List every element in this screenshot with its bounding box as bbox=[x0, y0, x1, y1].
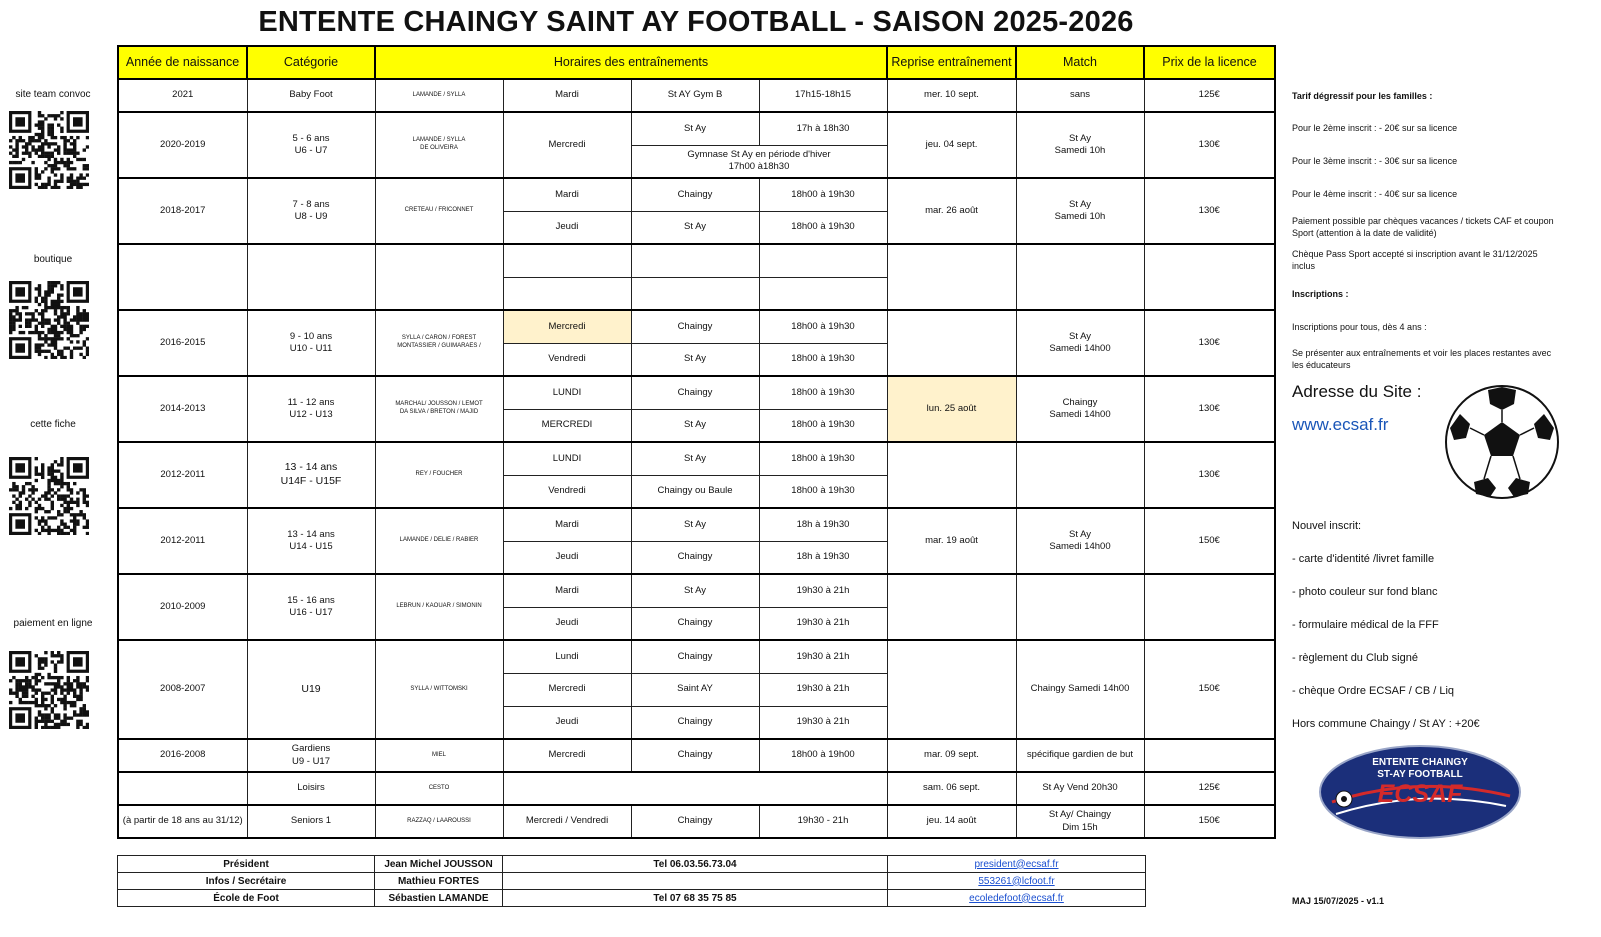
reprise-cell: mer. 10 sept. bbox=[887, 79, 1016, 112]
table-row bbox=[118, 310, 1275, 343]
contacts-table bbox=[117, 855, 1146, 907]
day-cell: Mardi bbox=[503, 79, 631, 112]
contact-name: Sébastien LAMANDE bbox=[375, 890, 503, 907]
price-cell: 150€ bbox=[1144, 805, 1275, 838]
day-cell: Mardi bbox=[503, 574, 631, 607]
year-cell: 2021 bbox=[118, 79, 247, 112]
coach-cell: MIEL bbox=[375, 739, 503, 772]
table-row bbox=[118, 805, 1275, 838]
contact-role: Infos / Secrétaire bbox=[118, 873, 375, 890]
contact-name: Jean Michel JOUSSON bbox=[375, 856, 503, 873]
time-cell: 17h à 18h30 bbox=[759, 112, 887, 145]
table-row bbox=[118, 112, 1275, 145]
category-cell: 9 - 10 ans U10 - U11 bbox=[247, 310, 375, 376]
header-annee: Année de naissance bbox=[118, 46, 247, 79]
category-cell: 13 - 14 ans U14 - U15 bbox=[247, 508, 375, 574]
time-cell: 19h30 - 21h bbox=[759, 805, 887, 838]
qr-label-boutique: boutique bbox=[33, 254, 73, 265]
year-cell: 2010-2009 bbox=[118, 574, 247, 640]
schedule-empty-cell bbox=[503, 772, 887, 805]
year-cell: 2012-2011 bbox=[118, 442, 247, 508]
place-cell: Saint AY bbox=[631, 673, 759, 706]
table-row bbox=[118, 79, 1275, 112]
page-title: ENTENTE CHAINGY SAINT AY FOOTBALL - SAISON 2025-2026 bbox=[258, 6, 1134, 38]
day-cell: LUNDI bbox=[503, 376, 631, 409]
time-cell: 17h15-18h15 bbox=[759, 79, 887, 112]
site-url-link[interactable]: www.ecsaf.fr bbox=[1292, 415, 1389, 434]
qr-label-cette-fiche: cette fiche bbox=[30, 419, 76, 430]
day-cell: Jeudi bbox=[503, 211, 631, 244]
day-cell: Vendredi bbox=[503, 475, 631, 508]
table-row bbox=[118, 739, 1275, 772]
inscriptions-title: Inscriptions : bbox=[1292, 289, 1349, 299]
day-cell: LUNDI bbox=[503, 442, 631, 475]
day-cell: MERCREDI bbox=[503, 409, 631, 442]
coach-cell: SYLLA / CARON / FOREST MONTASSIER / GUIMARAES / bbox=[375, 310, 503, 376]
schedule-table bbox=[117, 45, 1276, 839]
place-cell: St Ay bbox=[631, 508, 759, 541]
hors-commune-info: Hors commune Chaingy / St AY : +20€ bbox=[1292, 718, 1480, 730]
contact-email-link[interactable]: 553261@lcfoot.fr bbox=[978, 875, 1055, 887]
winter-schedule-cell: Gymnase St Ay en période d'hiver 17h00 à18h30 bbox=[631, 145, 887, 178]
table-row bbox=[118, 772, 1275, 805]
time-cell: 18h à 19h30 bbox=[759, 508, 887, 541]
place-cell: Chaingy bbox=[631, 178, 759, 211]
time-cell: 18h00 à 19h30 bbox=[759, 178, 887, 211]
coach-cell: SYLLA / WITTOMSKI bbox=[375, 640, 503, 739]
contact-phone: Tel 06.03.56.73.04 bbox=[503, 856, 888, 873]
category-cell: Gardiens U9 - U17 bbox=[247, 739, 375, 772]
day-cell: Mercredi bbox=[503, 310, 631, 343]
match-cell: St Ay Samedi 14h00 bbox=[1016, 508, 1144, 574]
logo-top-text: ENTENTE CHAINGY bbox=[1372, 757, 1468, 768]
match-cell: Chaingy Samedi 14h00 bbox=[1016, 376, 1144, 442]
day-cell: Vendredi bbox=[503, 343, 631, 376]
place-cell: St Ay bbox=[631, 112, 759, 145]
coach-cell: MARCHAL/ JOUSSON / LEMOT DA SILVA / BRETON / MAJID bbox=[375, 376, 503, 442]
place-cell: Chaingy bbox=[631, 640, 759, 673]
place-cell: St Ay bbox=[631, 211, 759, 244]
header-categorie: Catégorie bbox=[247, 46, 375, 79]
qr-code-cette-fiche[interactable] bbox=[9, 457, 89, 535]
club-logo bbox=[1318, 744, 1522, 840]
match-cell: St Ay/ Chaingy Dim 15h bbox=[1016, 805, 1144, 838]
contact-phone bbox=[503, 873, 888, 890]
day-cell: Jeudi bbox=[503, 607, 631, 640]
contact-role: Président bbox=[118, 856, 375, 873]
qr-code-paiement[interactable] bbox=[9, 651, 89, 729]
category-cell: 11 - 12 ans U12 - U13 bbox=[247, 376, 375, 442]
year-cell: 2016-2015 bbox=[118, 310, 247, 376]
day-cell: Mardi bbox=[503, 178, 631, 211]
price-cell: 130€ bbox=[1144, 376, 1275, 442]
price-cell: 130€ bbox=[1144, 442, 1275, 508]
reprise-cell bbox=[887, 442, 1016, 508]
year-cell: 2018-2017 bbox=[118, 178, 247, 244]
match-cell: St Ay Vend 20h30 bbox=[1016, 772, 1144, 805]
time-cell: 18h00 à 19h00 bbox=[759, 739, 887, 772]
doc-photo: - photo couleur sur fond blanc bbox=[1292, 586, 1438, 598]
table-row bbox=[118, 442, 1275, 475]
time-cell: 18h00 à 19h30 bbox=[759, 376, 887, 409]
match-cell bbox=[1016, 574, 1144, 640]
update-version: MAJ 15/07/2025 - v1.1 bbox=[1292, 896, 1385, 906]
category-cell: 13 - 14 ans U14F - U15F bbox=[247, 442, 375, 508]
header-match: Match bbox=[1016, 46, 1144, 79]
price-cell: 150€ bbox=[1144, 508, 1275, 574]
price-cell: 125€ bbox=[1144, 772, 1275, 805]
match-cell bbox=[1016, 442, 1144, 508]
match-cell: Chaingy Samedi 14h00 bbox=[1016, 640, 1144, 739]
time-cell: 18h00 à 19h30 bbox=[759, 475, 887, 508]
doc-carte-identite: - carte d'identité /livret famille bbox=[1292, 553, 1435, 565]
category-cell: U19 bbox=[247, 640, 375, 739]
reprise-cell: mar. 26 août bbox=[887, 178, 1016, 244]
tarif-3: Pour le 3ème inscrit : - 30€ sur sa licence bbox=[1292, 156, 1458, 166]
price-cell: 130€ bbox=[1144, 178, 1275, 244]
place-cell: St Ay bbox=[631, 409, 759, 442]
pass-sport-info: Chèque Pass Sport accepté si inscription avant le 31/12/2025 inclus bbox=[1292, 249, 1538, 272]
place-cell: Chaingy ou Baule bbox=[631, 475, 759, 508]
contact-row bbox=[118, 890, 1146, 907]
tarif-2: Pour le 2ème inscrit : - 20€ sur sa licence bbox=[1292, 123, 1458, 133]
day-cell: Mardi bbox=[503, 508, 631, 541]
price-cell: 130€ bbox=[1144, 310, 1275, 376]
price-cell bbox=[1144, 739, 1275, 772]
header-prix: Prix de la licence bbox=[1144, 46, 1275, 79]
coach-cell: LAMANDE / SYLLA DE OLIVEIRA bbox=[375, 112, 503, 178]
logo-mid-text: ST-AY FOOTBALL bbox=[1377, 769, 1463, 780]
place-cell: Chaingy bbox=[631, 607, 759, 640]
table-header-row bbox=[118, 46, 1275, 79]
category-cell: 15 - 16 ans U16 - U17 bbox=[247, 574, 375, 640]
place-cell: Chaingy bbox=[631, 541, 759, 574]
category-cell: Baby Foot bbox=[247, 79, 375, 112]
reprise-cell bbox=[887, 640, 1016, 739]
time-cell: 18h00 à 19h30 bbox=[759, 409, 887, 442]
place-cell: Chaingy bbox=[631, 376, 759, 409]
place-cell: St Ay bbox=[631, 574, 759, 607]
reprise-cell bbox=[887, 310, 1016, 376]
contact-row bbox=[118, 856, 1146, 873]
header-reprise: Reprise entraînement bbox=[887, 46, 1016, 79]
doc-cheque: - chèque Ordre ECSAF / CB / Liq bbox=[1292, 685, 1455, 697]
coach-cell: CRETEAU / FRICONNET bbox=[375, 178, 503, 244]
match-cell: spécifique gardien de but bbox=[1016, 739, 1144, 772]
time-cell: 19h30 à 21h bbox=[759, 706, 887, 739]
table-row bbox=[118, 376, 1275, 409]
place-cell: Chaingy bbox=[631, 706, 759, 739]
day-cell: Mercredi bbox=[503, 739, 631, 772]
day-cell: Mercredi / Vendredi bbox=[503, 805, 631, 838]
match-cell: St Ay Samedi 10h bbox=[1016, 178, 1144, 244]
nouvel-inscrit-title: Nouvel inscrit: bbox=[1292, 520, 1362, 532]
category-cell: Seniors 1 bbox=[247, 805, 375, 838]
table-row bbox=[118, 178, 1275, 211]
qr-code-team-convoc[interactable] bbox=[9, 111, 89, 189]
place-cell: St AY Gym B bbox=[631, 79, 759, 112]
year-cell: (à partir de 18 ans au 31/12) bbox=[118, 805, 247, 838]
place-cell: St Ay bbox=[631, 442, 759, 475]
price-cell: 125€ bbox=[1144, 79, 1275, 112]
table-row bbox=[118, 508, 1275, 541]
doc-reglement: - règlement du Club signé bbox=[1292, 652, 1418, 664]
time-cell: 19h30 à 21h bbox=[759, 640, 887, 673]
logo-name-text: ECSAF bbox=[1377, 780, 1463, 808]
table-row bbox=[118, 640, 1275, 673]
inscriptions-info-1: Inscriptions pour tous, dès 4 ans : bbox=[1292, 322, 1427, 332]
match-cell: St Ay Samedi 14h00 bbox=[1016, 310, 1144, 376]
qr-label-paiement: paiement en ligne bbox=[13, 618, 93, 629]
day-cell: Mercredi bbox=[503, 673, 631, 706]
paiement-info: Paiement possible par chèques vacances / tickets CAF et coupon Sport (attention à la date de validité) bbox=[1292, 216, 1554, 239]
qr-code-boutique[interactable] bbox=[9, 281, 89, 359]
day-cell: Jeudi bbox=[503, 706, 631, 739]
price-cell bbox=[1144, 574, 1275, 640]
contact-row bbox=[118, 873, 1146, 890]
contact-role: École de Foot bbox=[118, 890, 375, 907]
category-cell: Loisirs bbox=[247, 772, 375, 805]
time-cell: 18h à 19h30 bbox=[759, 541, 887, 574]
place-cell: Chaingy bbox=[631, 310, 759, 343]
doc-formulaire-medical: - formulaire médical de la FFF bbox=[1292, 619, 1439, 631]
time-cell: 18h00 à 19h30 bbox=[759, 343, 887, 376]
coach-cell: LAMANDE / DELIE / RABIER bbox=[375, 508, 503, 574]
table-row bbox=[118, 574, 1275, 607]
price-cell: 150€ bbox=[1144, 640, 1275, 739]
time-cell: 18h00 à 19h30 bbox=[759, 442, 887, 475]
match-cell: sans bbox=[1016, 79, 1144, 112]
coach-cell: LEBRUN / KAOUAR / SIMONIN bbox=[375, 574, 503, 640]
reprise-cell: jeu. 14 août bbox=[887, 805, 1016, 838]
tarif-title: Tarif dégressif pour les familles : bbox=[1292, 91, 1433, 101]
soccer-ball-icon bbox=[1444, 384, 1560, 500]
time-cell: 19h30 à 21h bbox=[759, 607, 887, 640]
price-cell: 130€ bbox=[1144, 112, 1275, 178]
year-cell: 2020-2019 bbox=[118, 112, 247, 178]
match-cell: St Ay Samedi 10h bbox=[1016, 112, 1144, 178]
time-cell: 18h00 à 19h30 bbox=[759, 211, 887, 244]
reprise-cell: mar. 19 août bbox=[887, 508, 1016, 574]
reprise-cell: jeu. 04 sept. bbox=[887, 112, 1016, 178]
year-cell: 2016-2008 bbox=[118, 739, 247, 772]
coach-cell: RAZZAQ / LAAROUSSI bbox=[375, 805, 503, 838]
contact-name: Mathieu FORTES bbox=[375, 873, 503, 890]
contact-email-link[interactable]: ecoledefoot@ecsaf.fr bbox=[969, 892, 1064, 904]
day-cell: Mercredi bbox=[503, 112, 631, 178]
time-cell: 19h30 à 21h bbox=[759, 673, 887, 706]
place-cell: Chaingy bbox=[631, 805, 759, 838]
inscriptions-info-2: Se présenter aux entraînements et voir les places restantes avec les éducateurs bbox=[1292, 348, 1552, 371]
year-cell bbox=[118, 772, 247, 805]
coach-cell: CESTO bbox=[375, 772, 503, 805]
reprise-cell: sam. 06 sept. bbox=[887, 772, 1016, 805]
reprise-cell: lun. 25 août bbox=[887, 376, 1016, 442]
category-cell: 7 - 8 ans U8 - U9 bbox=[247, 178, 375, 244]
contact-phone: Tel 07 68 35 75 85 bbox=[503, 890, 888, 907]
reprise-cell: mar. 09 sept. bbox=[887, 739, 1016, 772]
day-cell: Jeudi bbox=[503, 541, 631, 574]
table-row-empty bbox=[118, 244, 1275, 277]
contact-email-link[interactable]: president@ecsaf.fr bbox=[974, 858, 1059, 870]
site-address-label: Adresse du Site : bbox=[1292, 382, 1422, 401]
time-cell: 18h00 à 19h30 bbox=[759, 310, 887, 343]
place-cell: Chaingy bbox=[631, 739, 759, 772]
qr-label-team-convoc: site team convoc bbox=[15, 89, 91, 100]
reprise-cell bbox=[887, 574, 1016, 640]
coach-cell: LAMANDE / SYLLA bbox=[375, 79, 503, 112]
header-horaires: Horaires des entraînements bbox=[375, 46, 887, 79]
time-cell: 19h30 à 21h bbox=[759, 574, 887, 607]
day-cell: Lundi bbox=[503, 640, 631, 673]
year-cell: 2012-2011 bbox=[118, 508, 247, 574]
tarif-4: Pour le 4ème inscrit : - 40€ sur sa licence bbox=[1292, 189, 1458, 199]
place-cell: St Ay bbox=[631, 343, 759, 376]
category-cell: 5 - 6 ans U6 - U7 bbox=[247, 112, 375, 178]
year-cell: 2008-2007 bbox=[118, 640, 247, 739]
coach-cell: REY / FOUCHER bbox=[375, 442, 503, 508]
year-cell: 2014-2013 bbox=[118, 376, 247, 442]
